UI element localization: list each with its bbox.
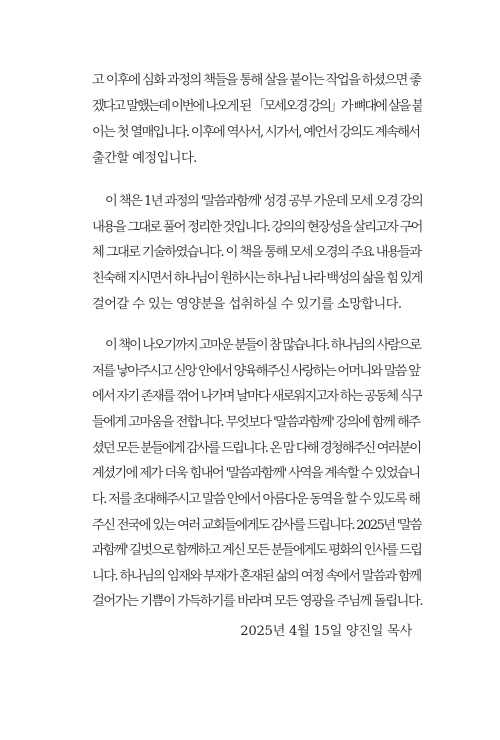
text-line: 저를 낳아주시고 신앙 안에서 양육해주신 사랑하는 어머니와 말씀 앞 — [92, 364, 420, 379]
text-line: 친숙해 지시면서 하나님이 원하시는 하나님 나라 백성의 삶을 힘 있게 — [92, 271, 422, 286]
text-line: 셨던 모든 분들에게 감사를 드립니다. 온 맘 다해 경청해주신 여러분이 — [92, 441, 421, 456]
text-line: 겠다고 말했는데 이번에 나오게 된 「모세오경 강의」가 뼈대에 살을 붙 — [92, 99, 422, 114]
text-line: 들에게 고마움을 전합니다. 무엇보다 '말씀과함께' 강의에 함께 해주 — [92, 415, 420, 430]
text-line: 걸어가는 기쁨이 가득하기를 바라며 모든 영광을 주님께 돌립니다. — [92, 594, 422, 609]
text-line: 출간할 예정입니다. — [92, 151, 197, 166]
text-line: 다. 저를 초대해주시고 말씀 안에서 아름다운 동역을 할 수 있도록 해 — [92, 492, 420, 507]
text-line: 에서 자기 존재를 꺾어 나가며 날마다 새로워지고자 하는 공동체 식구 — [92, 389, 422, 404]
text-line: 이 책이 나오기까지 고마운 분들이 참 많습니다. 하나님의 사람으로 — [105, 338, 421, 353]
text-line: 내용을 그대로 풀어 정리한 것입니다. 강의의 현장성을 살리고자 구어 — [92, 220, 422, 235]
text-line: 이 책은 1년 과정의 '말씀과함께' 성경 공부 가운데 모세 오경 강의 — [105, 194, 422, 209]
text-line: 주신 전국에 있는 여러 교회들에게도 감사를 드립니다. 2025년 '말씀 — [92, 518, 422, 533]
text-line: 고 이후에 심화 과정의 책들을 통해 살을 붙이는 작업을 하셨으면 좋 — [92, 73, 421, 88]
text-line: 니다. 하나님의 임재와 부재가 혼재된 삶의 여정 속에서 말씀과 함께 — [92, 569, 421, 584]
text-line: 걸어갈 수 있는 영양분을 섭취하실 수 있기를 소망합니다. — [92, 297, 402, 312]
text-line: 이는 첫 열매입니다. 이후에 역사서, 시가서, 예언서 강의도 계속해서 — [92, 125, 420, 140]
signature-line: 2025년 4월 15일 양진일 목사 — [240, 624, 412, 639]
text-line: 과함께' 길벗으로 함께하고 계신 모든 분들에게도 평화의 인사를 드립 — [92, 543, 422, 558]
text-line: 체 그대로 기술하였습니다. 이 책을 통해 모세 오경의 주요 내용들과 — [92, 245, 421, 260]
text-line: 계셨기에 제가 더욱 힘내어 '말씀과함께' 사역을 계속할 수 있었습니 — [92, 466, 420, 481]
